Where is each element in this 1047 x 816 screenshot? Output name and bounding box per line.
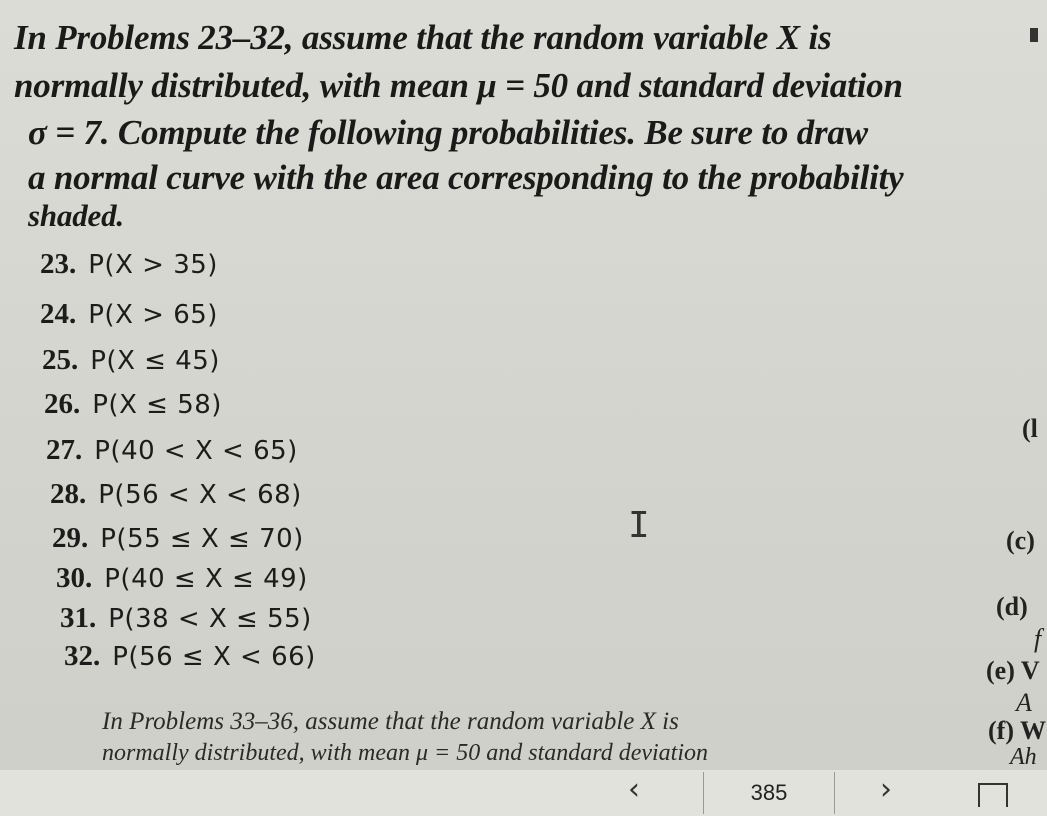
problem-expression: P(X ≤ 45) <box>90 346 220 376</box>
problem-expression: P(40 < X < 65) <box>94 436 298 466</box>
problem-30 <box>56 562 308 595</box>
next-intro-line-1: In Problems 33–36, assume that the random variable X is <box>102 708 679 735</box>
page-edge-mark <box>1030 28 1038 42</box>
problem-number: 27. <box>46 434 83 466</box>
problem-number: 26. <box>44 388 81 420</box>
intro-line-5: shaded. <box>28 198 124 233</box>
problem-expression: P(56 < X < 68) <box>98 480 302 510</box>
problem-number: 31. <box>60 602 97 634</box>
right-fragment-3: (d) <box>996 592 1028 621</box>
next-intro-line-2: normally distributed, with mean μ = 50 and standard deviation <box>102 740 708 766</box>
problem-number: 29. <box>52 522 89 554</box>
right-fragment-6: A <box>1016 688 1032 717</box>
problem-number: 32. <box>64 640 101 672</box>
problem-23 <box>40 248 218 281</box>
problem-29 <box>52 522 304 555</box>
right-fragment-7: (f) W <box>988 716 1047 745</box>
problem-expression: P(X > 65) <box>88 300 218 330</box>
intro-line-2: normally distributed, with mean μ = 50 and standard deviation <box>14 66 903 105</box>
problem-number: 24. <box>40 298 77 330</box>
right-fragment-5: (e) V <box>986 656 1040 685</box>
problem-25 <box>42 344 220 377</box>
right-fragment-8: Ah <box>1010 744 1037 770</box>
page-number-display[interactable] <box>703 772 835 814</box>
right-fragment-1: (l <box>1022 414 1038 443</box>
intro-line-3: σ = 7. Compute the following probabilities. Be sure to draw <box>28 113 868 152</box>
bookmark-icon[interactable] <box>978 783 1008 807</box>
problem-24 <box>40 298 218 331</box>
problem-28 <box>50 478 302 511</box>
problem-expression: P(38 < X ≤ 55) <box>108 604 312 634</box>
problem-expression: P(X ≤ 58) <box>92 390 222 420</box>
problem-27 <box>46 434 298 467</box>
right-fragment-4: f <box>1034 624 1042 653</box>
problem-number: 30. <box>56 562 93 594</box>
intro-line-1: In Problems 23–32, assume that the random variable X is <box>14 18 832 57</box>
page-number: 385 <box>750 780 788 805</box>
chevron-left-icon[interactable]: ‹ <box>628 772 640 807</box>
intro-line-4: a normal curve with the area corresponding to the probability <box>28 158 904 197</box>
problem-expression: P(X > 35) <box>88 250 218 280</box>
chevron-right-icon[interactable]: › <box>880 772 892 807</box>
problem-26 <box>44 388 222 421</box>
problem-32 <box>64 640 316 673</box>
problem-expression: P(40 ≤ X ≤ 49) <box>104 564 308 594</box>
problem-number: 23. <box>40 248 77 280</box>
text-cursor-icon: I <box>628 505 650 546</box>
right-fragment-2: (c) <box>1006 526 1035 555</box>
problem-number: 25. <box>42 344 79 376</box>
problem-expression: P(56 ≤ X < 66) <box>112 642 316 672</box>
problem-expression: P(55 ≤ X ≤ 70) <box>100 524 304 554</box>
problem-31 <box>60 602 312 635</box>
problem-number: 28. <box>50 478 87 510</box>
